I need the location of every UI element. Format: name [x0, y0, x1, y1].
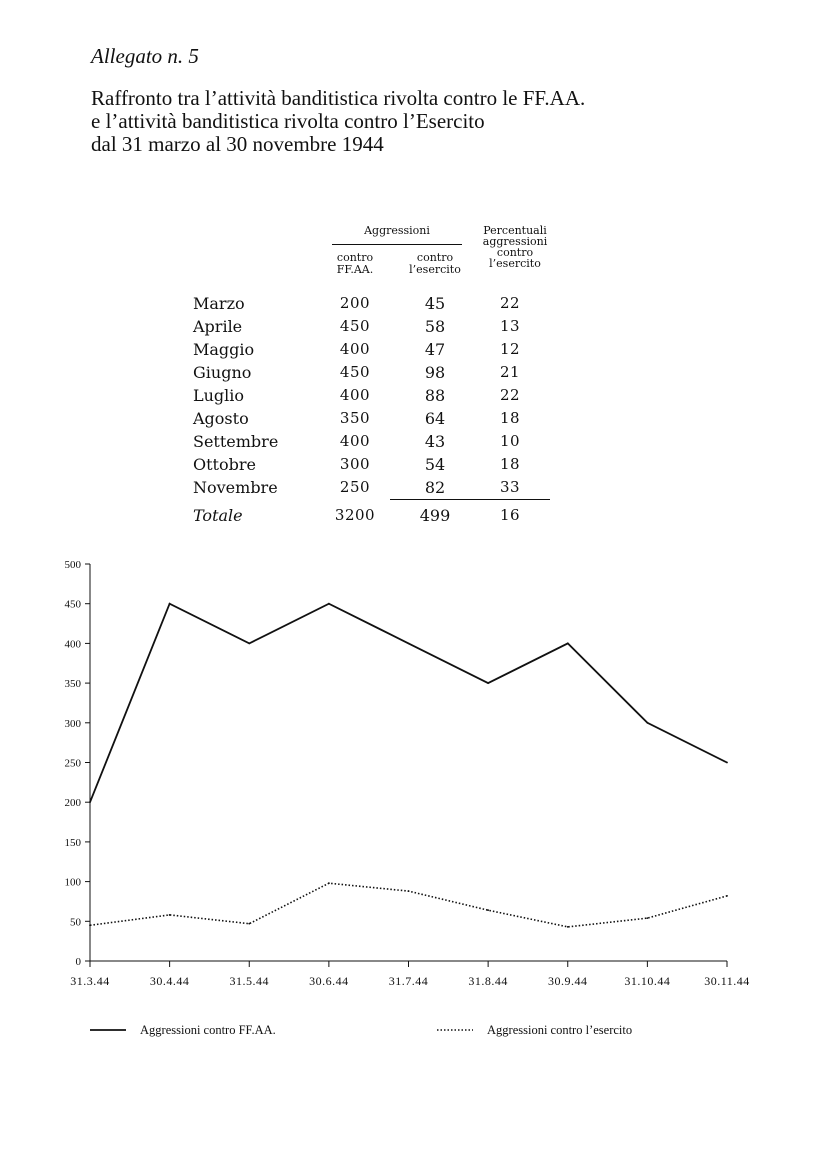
table-row: [190, 294, 565, 317]
line-chart: [0, 548, 813, 1058]
cell-month: Luglio: [193, 386, 245, 405]
cell-month: Settembre: [193, 432, 279, 451]
table-row: [190, 455, 565, 478]
cell-pct: 18: [499, 409, 521, 427]
y-tick-label: 0: [75, 956, 81, 968]
pct-header-line-4: l’esercito: [489, 257, 541, 270]
cell-month: Maggio: [193, 340, 255, 359]
x-tick-label: 30.6.44: [309, 974, 349, 988]
table-row: [190, 478, 565, 501]
x-tick-label: 31.8.44: [468, 974, 508, 988]
legend-label: Aggressioni contro FF.AA.: [140, 1023, 276, 1037]
cell-month: Agosto: [193, 409, 249, 428]
cell-pct: 21: [499, 363, 521, 381]
cell-ffaa: 200: [339, 294, 371, 312]
y-tick-label: 450: [64, 598, 81, 611]
col-ffaa-header-line-2: FF.AA.: [336, 263, 374, 276]
title-line-2: e l’attività banditistica rivolta contro l’Esercito: [91, 109, 485, 133]
col-ffaa-header: [330, 252, 380, 276]
x-tick-label: 30.11.44: [704, 974, 750, 988]
cell-month: Aprile: [193, 317, 243, 336]
cell-esercito: 47: [424, 340, 446, 359]
data-point: [408, 890, 410, 892]
series-line-1: [90, 604, 727, 803]
data-point: [89, 924, 91, 926]
x-axis-ticks: [70, 961, 750, 988]
cell-ffaa: 400: [339, 386, 371, 404]
table-row: [190, 386, 565, 409]
cell-esercito: 45: [424, 294, 446, 313]
cell-pct: 22: [499, 294, 521, 312]
series-lines: [89, 603, 728, 928]
cell-month: Totale: [193, 506, 243, 525]
group-header-rule: [332, 244, 462, 245]
data-point: [646, 722, 648, 724]
cell-esercito: 43: [424, 432, 446, 451]
y-tick-label: 250: [64, 757, 81, 770]
cell-esercito: 88: [424, 386, 446, 405]
table-row: [190, 317, 565, 340]
chart-axes: [90, 564, 727, 961]
data-point: [726, 762, 728, 764]
total-rule: [390, 499, 550, 500]
y-tick-label: 500: [64, 559, 81, 571]
x-tick-label: 31.3.44: [70, 974, 110, 988]
chart-legend: [90, 1023, 632, 1037]
data-point: [487, 682, 489, 684]
y-tick-label: 100: [64, 876, 81, 889]
x-tick-label: 30.4.44: [149, 974, 190, 988]
col-esercito-header: [405, 252, 465, 276]
cell-month: Novembre: [193, 478, 278, 497]
cell-ffaa: 400: [339, 432, 371, 450]
x-tick-label: 31.10.44: [624, 974, 671, 988]
cell-month: Giugno: [193, 363, 252, 382]
y-tick-label: 150: [64, 836, 81, 849]
col-esercito-header-line-2: l’esercito: [409, 263, 461, 276]
legend-label: Aggressioni contro l’esercito: [487, 1023, 633, 1037]
table-row: [190, 340, 565, 363]
x-tick-label: 31.5.44: [229, 974, 269, 988]
data-point: [169, 603, 171, 605]
data-point: [646, 917, 648, 919]
data-point: [328, 882, 330, 884]
x-tick-label: 31.7.44: [388, 974, 429, 988]
col-esercito-header-line-1: contro: [416, 251, 454, 264]
pct-header: [480, 225, 550, 269]
page-label: Allegato n. 5: [91, 44, 199, 68]
cell-month: Marzo: [193, 294, 245, 313]
cell-pct: 13: [499, 317, 521, 335]
data-point: [328, 603, 330, 605]
cell-esercito: 98: [424, 363, 446, 382]
group-header: Aggressioni: [364, 224, 430, 237]
y-tick-label: 200: [64, 797, 81, 810]
pct-header-line-3: contro: [496, 246, 534, 259]
title-line-1: Raffronto tra l’attività banditistica rivolta contro le FF.AA.: [91, 86, 586, 110]
series-line-2: [90, 883, 727, 927]
cell-ffaa: 350: [339, 409, 371, 427]
y-tick-label: 300: [64, 717, 81, 730]
col-ffaa-header-line-1: contro: [336, 251, 374, 264]
title-line-3: dal 31 marzo al 30 novembre 1944: [91, 132, 384, 156]
y-axis-ticks: [65, 559, 91, 968]
y-tick-label: 50: [70, 916, 81, 929]
cell-month: Ottobre: [193, 455, 256, 474]
table-row: [190, 432, 565, 455]
data-point: [89, 801, 91, 803]
cell-esercito: 499: [419, 506, 451, 525]
cell-pct: 22: [499, 386, 521, 404]
table-row: [190, 409, 565, 432]
cell-ffaa: 3200: [334, 506, 376, 524]
table-total-row: [190, 506, 565, 529]
data-point: [487, 909, 489, 911]
data-point: [169, 914, 171, 916]
cell-ffaa: 300: [339, 455, 371, 473]
cell-esercito: 82: [424, 478, 446, 497]
x-tick-label: 30.9.44: [548, 974, 588, 988]
pct-header-line-2: aggressioni: [482, 235, 548, 248]
cell-esercito: 58: [424, 317, 446, 336]
cell-pct: 10: [499, 432, 521, 450]
cell-pct: 16: [499, 506, 521, 524]
data-point: [408, 643, 410, 645]
data-point: [567, 926, 569, 928]
cell-esercito: 64: [424, 409, 446, 428]
data-point: [248, 923, 250, 925]
cell-ffaa: 450: [339, 363, 371, 381]
cell-pct: 33: [499, 478, 521, 496]
data-point: [567, 643, 569, 645]
table-row: [190, 363, 565, 386]
cell-esercito: 54: [424, 455, 446, 474]
cell-ffaa: 450: [339, 317, 371, 335]
cell-pct: 18: [499, 455, 521, 473]
cell-ffaa: 250: [339, 478, 371, 496]
y-tick-label: 350: [64, 678, 81, 691]
cell-pct: 12: [499, 340, 521, 358]
data-point: [248, 643, 250, 645]
y-tick-label: 400: [64, 638, 81, 651]
cell-ffaa: 400: [339, 340, 371, 358]
pct-header-line-1: Percentuali: [483, 224, 547, 237]
data-point: [726, 895, 728, 897]
